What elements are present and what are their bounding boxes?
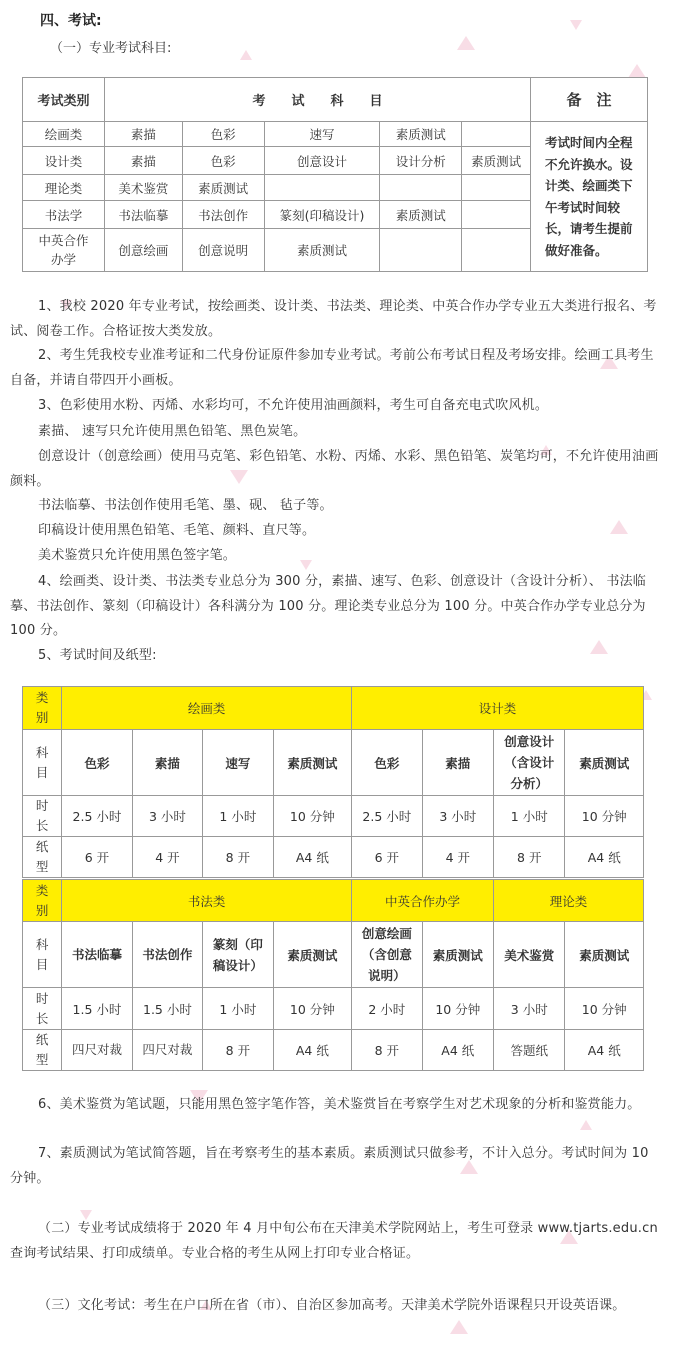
category-cell: 书法学 bbox=[23, 201, 105, 229]
paragraph-14: （三）文化考试：考生在户口所在省（市）、自治区参加高考。天津美术学院外语课程只开设英语课。 bbox=[38, 1298, 626, 1313]
duration-cell: 1 小时 bbox=[203, 796, 273, 837]
paragraph-1: 1、我校 2020 年专业考试，按绘画类、设计类、书法类、理论类、中英合作办学专业五大类进行报名、考试、阅卷工作。合格证按大类发放。 bbox=[10, 299, 657, 339]
duration-cell: 1 小时 bbox=[494, 796, 565, 837]
label-subject-text: 科目 bbox=[35, 744, 49, 780]
subject-cell: 素质测试 bbox=[462, 147, 531, 175]
paragraph-6: 书法临摹、书法创作使用毛笔、墨、砚、 毡子等。 bbox=[38, 498, 333, 513]
exam-time-table-2 bbox=[22, 879, 644, 1071]
header-note: 备 注 bbox=[531, 78, 648, 122]
duration-cell: 10 分钟 bbox=[422, 988, 493, 1030]
subject-cell bbox=[203, 922, 273, 988]
duration-cell: 2.5 小时 bbox=[62, 796, 132, 837]
subject-cell: 速写 bbox=[203, 730, 273, 796]
label-duration bbox=[23, 796, 62, 837]
paragraph-4: 素描、 速写只允许使用黑色铅笔、黑色炭笔。 bbox=[38, 424, 307, 439]
paragraph-9: 4、绘画类、设计类、书法类专业总分为 300 分，素描、速写、色彩、创意设计（含设计分析）、 书法临摹、书法创作、篆刻（印稿设计）各科满分为 100 分。理论类专业总分为 100 分。中英合作办学专业总分为 100 分。 bbox=[10, 574, 646, 639]
subject-cell bbox=[494, 730, 565, 796]
duration-cell: 3 小时 bbox=[132, 796, 202, 837]
subject-cell: 速写 bbox=[264, 122, 380, 147]
label-paper bbox=[23, 1030, 62, 1071]
label-duration bbox=[23, 988, 62, 1030]
label-category-text: 类别 bbox=[35, 690, 49, 725]
subject-cell: 色彩 bbox=[352, 730, 422, 796]
paper-cell: 8 开 bbox=[203, 837, 273, 878]
group-header: 书法类 bbox=[62, 880, 352, 922]
subject-cell: 色彩 bbox=[62, 730, 132, 796]
subject-cell: 色彩 bbox=[182, 122, 264, 147]
subject-cell: 素质测试 bbox=[273, 922, 352, 988]
subject-cell: 素质测试 bbox=[380, 122, 462, 147]
subject-cell: 篆刻(印稿设计) bbox=[264, 201, 380, 229]
paragraph-8: 美术鉴赏只允许使用黑色签字笔。 bbox=[38, 548, 237, 563]
section-heading: 四、考试: bbox=[40, 13, 102, 29]
duration-cell: 2.5 小时 bbox=[352, 796, 422, 837]
subject-cell: 创意说明 bbox=[182, 229, 264, 272]
subject-cell bbox=[380, 229, 462, 272]
paper-cell: 6 开 bbox=[352, 837, 422, 878]
subject-cell bbox=[264, 175, 380, 201]
paragraph-10: 5、考试时间及纸型: bbox=[38, 648, 157, 663]
duration-cell: 1.5 小时 bbox=[62, 988, 132, 1030]
header-category: 考试类别 bbox=[23, 78, 105, 122]
subject-cell: 色彩 bbox=[182, 147, 264, 175]
subject-cell-text: 书法临摹 bbox=[71, 947, 122, 962]
subject-cell bbox=[462, 175, 531, 201]
paper-cell: A4 纸 bbox=[273, 1030, 352, 1071]
paper-cell: A4 纸 bbox=[565, 837, 644, 878]
paper-cell bbox=[132, 1030, 202, 1071]
paper-cell: A4 纸 bbox=[422, 1030, 493, 1071]
subject-cell: 素质测试 bbox=[264, 229, 380, 272]
subject-cell: 素描 bbox=[104, 147, 182, 175]
paragraph-2: 2、考生凭我校专业准考证和二代身份证原件参加专业考试。考前公布考试日程及考场安排。绘画工具考生自备，并请自带四开小画板。 bbox=[10, 348, 654, 388]
subject-cell: 素质测试 bbox=[182, 175, 264, 201]
paper-cell-text: 四尺对裁 bbox=[71, 1042, 122, 1057]
paper-cell-text: 四尺对裁 bbox=[142, 1042, 193, 1057]
paragraph-11: 6、美术鉴赏为笔试题，只能用黑色签字笔作答，美术鉴赏旨在考察学生对艺术现象的分析和鉴赏能力。 bbox=[38, 1097, 641, 1112]
subject-cell: 书法临摹 bbox=[104, 201, 182, 229]
duration-cell: 10 分钟 bbox=[565, 988, 644, 1030]
category-cell: 设计类 bbox=[23, 147, 105, 175]
paragraph-12: 7、素质测试为笔试简答题，旨在考察考生的基本素质。素质测试只做参考，不计入总分。考试时间为 10 分钟。 bbox=[10, 1146, 649, 1186]
category-cell-text: 中英合作办学 bbox=[38, 233, 89, 267]
duration-cell: 3 小时 bbox=[494, 988, 565, 1030]
label-duration-text: 时长 bbox=[35, 798, 49, 833]
subject-cell: 素质测试 bbox=[565, 922, 644, 988]
label-subject-text: 科目 bbox=[35, 936, 49, 972]
subject-cell: 素质测试 bbox=[422, 922, 493, 988]
duration-cell: 3 小时 bbox=[422, 796, 493, 837]
subject-cell: 素质测试 bbox=[273, 730, 352, 796]
exam-time-table-1 bbox=[22, 686, 644, 878]
subject-cell: 美术鉴赏 bbox=[494, 922, 565, 988]
category-cell bbox=[23, 229, 105, 272]
paper-cell: 4 开 bbox=[422, 837, 493, 878]
paragraph-3: 3、色彩使用水粉、丙烯、水彩均可，不允许使用油画颜料，考生可自备充电式吹风机。 bbox=[38, 398, 549, 413]
exam-note-text: 考试时间内全程不允许换水。设计类、绘画类下午考试时间较长，请考生提前做好准备。 bbox=[545, 135, 633, 258]
subject-cell: 素描 bbox=[422, 730, 493, 796]
subject-cell: 创意设计 bbox=[264, 147, 380, 175]
paper-cell: 4 开 bbox=[132, 837, 202, 878]
exam-note bbox=[531, 122, 648, 272]
subject-cell: 素描 bbox=[104, 122, 182, 147]
group-header: 中英合作办学 bbox=[352, 880, 494, 922]
header-subjects: 考 试 科 目 bbox=[104, 78, 530, 122]
paper-cell: 8 开 bbox=[494, 837, 565, 878]
duration-cell: 2 小时 bbox=[352, 988, 422, 1030]
subject-cell-text: 创意设计（含设计分析） bbox=[504, 734, 555, 791]
subject-cell: 创意绘画 bbox=[104, 229, 182, 272]
subject-cell: 素描 bbox=[132, 730, 202, 796]
label-subject bbox=[23, 730, 62, 796]
duration-cell: 1 小时 bbox=[203, 988, 273, 1030]
paper-cell: 8 开 bbox=[352, 1030, 422, 1071]
subject-cell: 书法创作 bbox=[182, 201, 264, 229]
paper-cell: 答题纸 bbox=[494, 1030, 565, 1071]
label-duration-text: 时长 bbox=[35, 990, 49, 1026]
paragraph-13: （二）专业考试成绩将于 2020 年 4 月中旬公布在天津美术学院网站上，考生可登录 www.tjarts.edu.cn 查询考试结果、打印成绩单。专业合格的考生从网上打印专业合格证。 bbox=[10, 1221, 658, 1261]
paragraph-5: 创意设计（创意绘画）使用马克笔、彩色铅笔、水粉、丙烯、水彩、黑色铅笔、炭笔均可，不允许使用油画颜料。 bbox=[10, 449, 659, 489]
group-header: 理论类 bbox=[494, 880, 644, 922]
subject-cell bbox=[462, 229, 531, 272]
duration-cell: 1.5 小时 bbox=[132, 988, 202, 1030]
subject-cell bbox=[352, 922, 422, 988]
group-header: 设计类 bbox=[352, 687, 644, 730]
category-cell: 绘画类 bbox=[23, 122, 105, 147]
paper-cell bbox=[62, 1030, 132, 1071]
paper-cell: 6 开 bbox=[62, 837, 132, 878]
label-paper bbox=[23, 837, 62, 878]
subject-cell: 素质测试 bbox=[565, 730, 644, 796]
duration-cell: 10 分钟 bbox=[565, 796, 644, 837]
subject-cell: 设计分析 bbox=[380, 147, 462, 175]
subject-cell bbox=[380, 175, 462, 201]
paper-cell: A4 纸 bbox=[273, 837, 352, 878]
subject-cell-text: 篆刻（印稿设计） bbox=[212, 936, 263, 973]
paragraph-7: 印稿设计使用黑色铅笔、毛笔、颜料、直尺等。 bbox=[38, 523, 316, 538]
subject-cell-text: 创意绘画（含创意说明） bbox=[361, 926, 412, 983]
subject-cell bbox=[462, 122, 531, 147]
subject-cell: 美术鉴赏 bbox=[104, 175, 182, 201]
paper-cell: 8 开 bbox=[203, 1030, 273, 1071]
paper-cell: A4 纸 bbox=[565, 1030, 644, 1071]
subheading-subjects: （一）专业考试科目: bbox=[50, 41, 172, 56]
category-cell: 理论类 bbox=[23, 175, 105, 201]
subject-cell-text: 书法创作 bbox=[142, 947, 193, 962]
group-header: 绘画类 bbox=[62, 687, 352, 730]
subject-cell bbox=[62, 922, 132, 988]
subject-cell bbox=[462, 201, 531, 229]
duration-cell: 10 分钟 bbox=[273, 796, 352, 837]
label-paper-text: 纸型 bbox=[35, 839, 49, 874]
duration-cell: 10 分钟 bbox=[273, 988, 352, 1030]
subject-cell bbox=[132, 922, 202, 988]
label-paper-text: 纸型 bbox=[35, 1032, 49, 1067]
subjects-table bbox=[22, 77, 648, 272]
label-category-text: 类别 bbox=[35, 882, 49, 918]
label-category bbox=[23, 880, 62, 922]
subject-cell: 素质测试 bbox=[380, 201, 462, 229]
label-category bbox=[23, 687, 62, 730]
label-subject bbox=[23, 922, 62, 988]
